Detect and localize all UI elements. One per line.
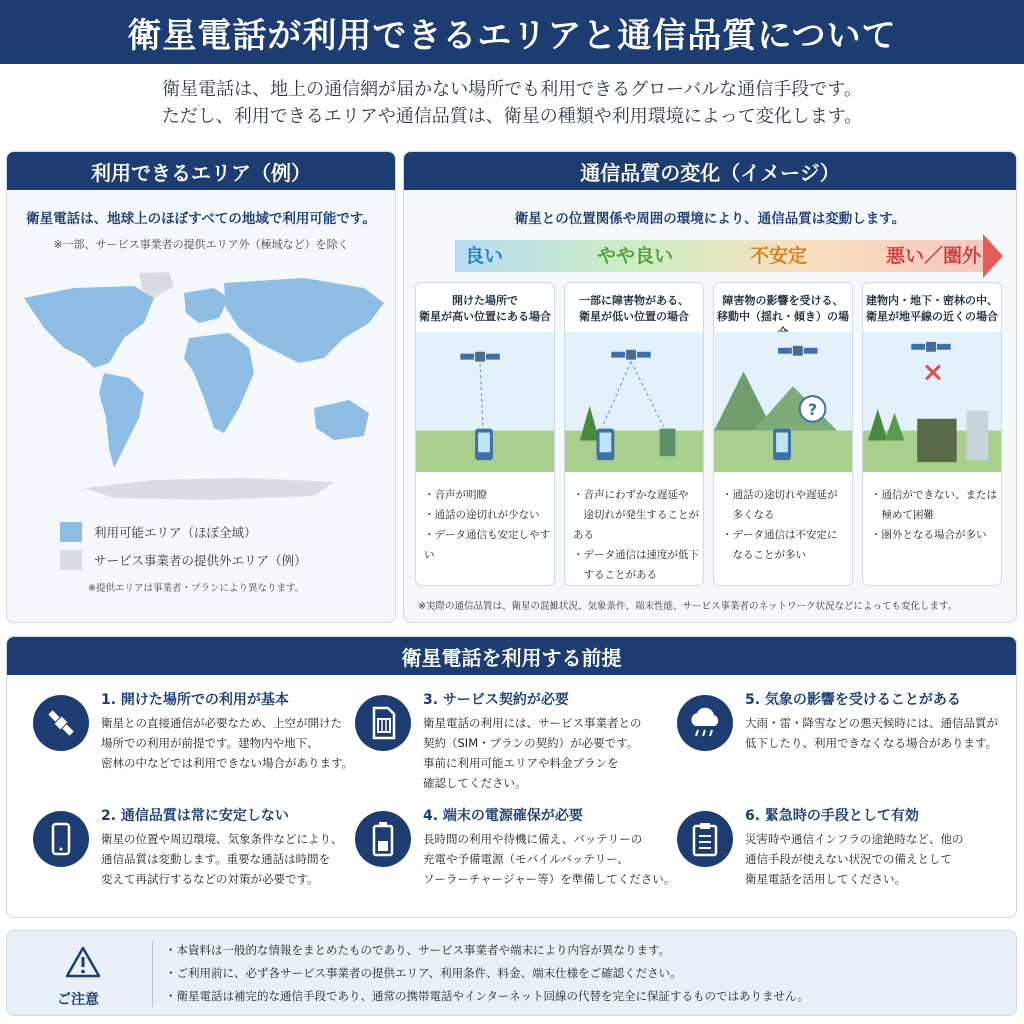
card-bullet: ・音声が明瞭 — [424, 489, 487, 501]
sim-card-icon — [355, 695, 411, 751]
card-bullet: ・データ通信も安定しやすい — [424, 529, 550, 561]
card-bullet: ・データ通信は速度が低下 — [573, 549, 699, 561]
legend-outside-swatch — [60, 550, 82, 570]
legend-available-swatch — [60, 522, 82, 542]
caution-list — [165, 939, 809, 1008]
battery-icon — [355, 811, 411, 867]
area-lead: 衛星電話は、地球上のほぼすべての地域で利用可能です。 — [26, 211, 376, 227]
intro-line-2: ただし、利用できるエリアや通信品質は、衛星の種類や利用環境によって変化します。 — [161, 106, 863, 127]
premise-item-text: 衛星との直接通信が必要なため、上空が開けた 場所での利用が前提です。建物内や地下、 密林の中などでは利用できない場合があります。 — [101, 716, 354, 770]
card-bullet: することがある — [573, 569, 657, 581]
premise-panel — [6, 636, 1017, 918]
satellite-icon — [33, 695, 89, 751]
card-bullets — [573, 485, 701, 585]
phone-icon — [33, 811, 89, 867]
legend-available — [60, 522, 257, 542]
card-bullet: ・データ通信は不安定に — [722, 529, 838, 541]
caution-item: ・衛星電話は補完的な通信手段であり、通常の携帯電話やインターネット回線の代替を完全に保証するものではありません。 — [165, 989, 809, 1003]
quality-card-fair — [564, 282, 704, 586]
card-bullet: 多くなる — [722, 509, 775, 521]
quality-footnote: ※実際の通信品質は、衛星の混雑状況、気象条件、端末性能、サービス事業者のネットワーク状況などによっても変化します。 — [418, 601, 958, 612]
quality-card-good — [415, 282, 555, 586]
card-bullet: 極めて困難 — [871, 509, 934, 521]
world-map — [14, 268, 388, 508]
scene-blocked — [863, 331, 1001, 473]
card-bullet: ・通話の途切れや遅延が — [722, 489, 838, 501]
area-panel-title: 利用できるエリア（例） — [7, 152, 395, 190]
premise-panel-title: 衛星電話を利用する前提 — [7, 637, 1016, 675]
caution-title: ご注意 — [57, 992, 99, 1008]
premise-item-title: 3. サービス契約が必要 — [423, 692, 569, 708]
level-poor: 悪い／圏外 — [886, 245, 982, 267]
level-unstable: 不安定 — [750, 245, 808, 267]
quality-panel-title: 通信品質の変化（イメージ） — [404, 152, 1016, 190]
level-good: 良い — [465, 245, 504, 267]
rain-cloud-icon — [677, 695, 733, 751]
card-bullet: 途切れが発生することがある — [573, 509, 699, 541]
premise-item-title: 1. 開けた場所での利用が基本 — [101, 692, 289, 708]
intro-text — [0, 76, 1024, 130]
premise-item-title: 6. 緊急時の手段として有効 — [745, 808, 919, 824]
card-title: 一部に障害物がある、 衛星が低い位置の場合 — [579, 294, 689, 323]
card-bullet: ・通信ができない、または — [871, 489, 997, 501]
scene-mountains — [714, 331, 852, 473]
svg-text:?: ? — [807, 399, 818, 419]
premise-item-title: 4. 端末の電源確保が必要 — [423, 808, 583, 824]
clipboard-icon — [677, 811, 733, 867]
quality-card-unstable — [713, 282, 853, 586]
caution-item: ・本資料は一般的な情報をまとめたものであり、サービス事業者や端末により内容が異なります。 — [165, 943, 671, 957]
level-fair: やや良い — [597, 245, 674, 267]
legend-available-label: 利用可能エリア（ほぼ全域） — [94, 525, 257, 540]
australia-shape — [314, 400, 369, 440]
intro-line-1: 衛星電話は、地上の通信網が届かない場所でも利用できるグローバルな通信手段です。 — [162, 79, 862, 100]
premise-item-text: 衛星電話の利用には、サービス事業者との 契約（SIM・プランの契約）が必要です。 事前に利用可能エリアや料金プランを 確認してください。 — [423, 716, 642, 790]
legend-outside — [60, 550, 307, 570]
africa-shape — [184, 333, 254, 433]
card-title: 開けた場所で 衛星が高い位置にある場合 — [419, 294, 551, 323]
caution-divider — [152, 941, 153, 1007]
building-icon — [917, 419, 956, 462]
caution-box — [6, 930, 1017, 1016]
antarctica-shape — [84, 478, 334, 500]
premise-item-title: 2. 通信品質は常に安定しない — [101, 808, 289, 824]
legend-outside-label: サービス事業者の提供外エリア（例） — [94, 553, 307, 568]
scene-partial-obstacle — [565, 331, 703, 473]
card-bullets — [722, 485, 850, 565]
premise-item-text: 災害時や通信インフラの途絶時など、他の 通信手段が使えない状況での備えとして 衛星電話を活用してください。 — [745, 832, 964, 886]
card-bullet: ・圏外となる場合が多い — [871, 529, 987, 541]
south-america-shape — [99, 373, 144, 468]
premise-item-title: 5. 気象の影響を受けることがある — [745, 692, 961, 708]
premise-item-text: 大雨・雷・降雪などの悪天候時には、通信品質が 低下したり、利用できなくなる場合があります。 — [745, 716, 998, 750]
scene-open-field — [416, 331, 554, 473]
quality-lead: 衛星との位置関係や周囲の環境により、通信品質は変動します。 — [514, 211, 906, 227]
quality-card-poor — [862, 282, 1002, 586]
card-bullets — [871, 485, 999, 545]
quality-arrow-head — [983, 234, 1003, 278]
premise-item-text: 衛星の位置や周辺環境、気象条件などにより、 通信品質は変動します。重要な通話は時間を 変えて再試行するなどの対策が必要です。 — [101, 832, 343, 886]
caution-item: ・ご利用前に、必ず各サービス事業者の提供エリア、利用条件、料金、端末仕様をご確認ください。 — [165, 966, 682, 980]
card-bullet: ・通話の途切れが少ない — [424, 509, 540, 521]
north-america-shape — [24, 286, 154, 368]
warning-icon — [65, 945, 101, 979]
area-footnote: ※提供エリアは事業者・プランにより異なります。 — [88, 583, 305, 594]
page-title: 衛星電話が利用できるエリアと通信品質について — [0, 0, 1024, 64]
card-bullet: ・音声にわずかな遅延や — [573, 489, 689, 501]
card-title: 障害物の影響を受ける、 移動中（揺れ・傾き）の場 — [717, 294, 849, 323]
card-bullet: なることが多い — [722, 549, 806, 561]
card-title: 建物内・地下・密林の中、 衛星が地平線の近くの場合 — [866, 294, 998, 323]
premise-item-text: 長時間の利用や待機に備え、バッテリーの 充電や予備電源（モバイルバッテリー、 ソーラーチャージャー等）を準備してください。 — [423, 832, 676, 886]
card-bullets — [424, 485, 552, 565]
area-note: ※一部、サービス事業者の提供エリア外（極域など）を除く — [53, 238, 349, 251]
europe-shape — [184, 288, 229, 323]
